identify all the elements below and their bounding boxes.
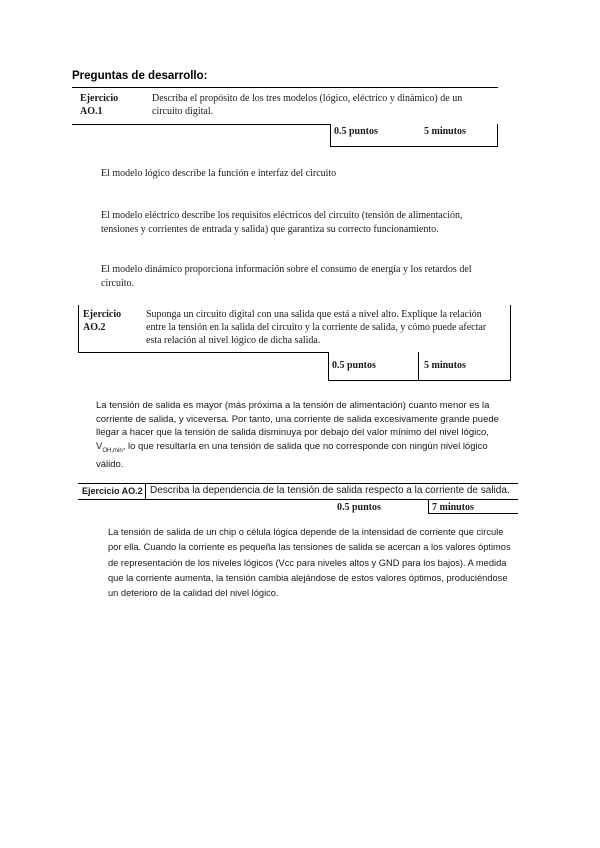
- ex2-answer-line2: corriente de salida, y viceversa. Por tanto, una corriente de salida excesivamente grande puede: [96, 413, 499, 425]
- ex3-answer-line1: La tensión de salida de un chip o célula lógica depende de la intensidad de corriente que circule: [108, 527, 504, 537]
- ex3-top-border: [78, 483, 518, 484]
- ex1-answer-p3: [101, 263, 519, 290]
- ex2-answer: [96, 399, 520, 471]
- ex2-voh-subscript: OH,min: [102, 447, 123, 454]
- ex3-label-divider: [145, 483, 146, 500]
- ex1-mid-border: [72, 124, 330, 125]
- ex1-top-border: [72, 87, 498, 88]
- ex3-answer-line5: un deterioro de la calidad del nivel lógico.: [108, 588, 279, 599]
- ex1-question: [152, 92, 497, 118]
- ex2-answer-line1: La tensión de salida es mayor (más próxima a la tensión de alimentación) cuanto menor es la: [96, 400, 490, 411]
- ex1-points: 0.5 puntos: [334, 126, 378, 137]
- ex3-answer-line4: que la corriente aumenta, la tensión cambia alejándose de estos valores óptimos, produciéndose: [108, 572, 508, 583]
- ex1-answer-p2-line1: El modelo eléctrico describe los requisitos eléctricos del circuito (tensión de alimentación,: [101, 210, 463, 221]
- ex1-meta-left-border: [330, 124, 331, 147]
- ex3-time: 7 minutos: [432, 502, 474, 513]
- ex1-answer-p3-line2: circuito.: [101, 277, 135, 289]
- ex3-mid-border: [78, 499, 518, 500]
- ex2-label-line2: AO.2: [83, 322, 106, 333]
- ex2-left-border: [78, 305, 79, 353]
- ex3-answer-line2: por ella. Cuando la corriente es pequeña las tensiones de salida se acercan a los valores óptimos: [108, 542, 511, 553]
- ex1-label-line1: Ejercicio: [80, 93, 119, 104]
- ex2-question: [146, 308, 508, 347]
- ex2-label-line1: Ejercicio: [83, 309, 122, 320]
- ex2-question-line3: esta relación al nivel lógico de dicha salida.: [146, 335, 321, 346]
- ex2-meta-bottom-border: [328, 380, 511, 381]
- ex2-answer-line4: [96, 440, 520, 458]
- ex1-label-line2: AO.1: [80, 106, 103, 117]
- ex2-voh-symbol: V: [96, 440, 103, 452]
- ex3-answer-line3: de representación de los niveles lógicos (Vcc para niveles altos y GND para los bajos). A medida: [108, 557, 507, 568]
- ex3-question: Describa la dependencia de la tensión de salida respecto a la corriente de salida.: [150, 485, 510, 496]
- ex1-meta-bottom-border: [330, 146, 498, 147]
- ex1-answer-p2: [101, 209, 519, 236]
- ex2-answer-line5: válido.: [96, 458, 124, 470]
- ex1-answer-p1: El modelo lógico describe la función e interfaz del circuito: [101, 168, 337, 179]
- ex2-answer-line4-text: , lo que resultaría en una tensión de salida que no corresponde con ningún nivel lógico: [122, 440, 488, 452]
- ex2-answer-line3: llegar a hacer que la tensión de salida disminuya por debajo del valor mínimo del nivel lógico,: [96, 427, 489, 438]
- ex3-time-bottom-border: [429, 513, 518, 514]
- ex3-meta-divider: [428, 499, 429, 514]
- ex1-question-line2: circuito digital.: [152, 106, 214, 117]
- ex2-question-line2: entre la tensión en la salida del circuito y la corriente de salida, y cómo puede afectar: [146, 322, 487, 333]
- ex2-bottom-left-border: [78, 352, 328, 353]
- ex2-time: 5 minutos: [424, 360, 466, 371]
- ex1-label: [80, 92, 118, 118]
- ex2-right-border: [510, 305, 511, 381]
- ex2-meta-divider: [418, 352, 419, 381]
- ex1-meta-right-border: [497, 124, 498, 147]
- ex1-time: 5 minutos: [424, 126, 466, 137]
- ex1-answer-p3-line1: El modelo dinámico proporciona información sobre el consumo de energía y los retardos del: [101, 264, 472, 275]
- ex1-answer-p2-line2: tensiones y corrientes de entrada y salida) que garantiza su correcto funcionamiento.: [101, 223, 439, 235]
- ex1-question-line1: Describa el propósito de los tres modelos (lógico, eléctrico y dinámico) de un: [152, 93, 463, 104]
- ex3-answer: [108, 525, 518, 601]
- section-title: Preguntas de desarrollo:: [72, 70, 208, 82]
- ex3-label: Ejercicio AO.2: [82, 486, 143, 496]
- ex2-question-line1: Suponga un circuito digital con una salida que está a nivel alto. Explique la relación: [146, 309, 482, 320]
- ex3-points: 0.5 puntos: [337, 502, 381, 513]
- ex2-points: 0.5 puntos: [332, 360, 376, 371]
- ex2-meta-left-border: [328, 352, 329, 381]
- ex2-label: [83, 308, 121, 334]
